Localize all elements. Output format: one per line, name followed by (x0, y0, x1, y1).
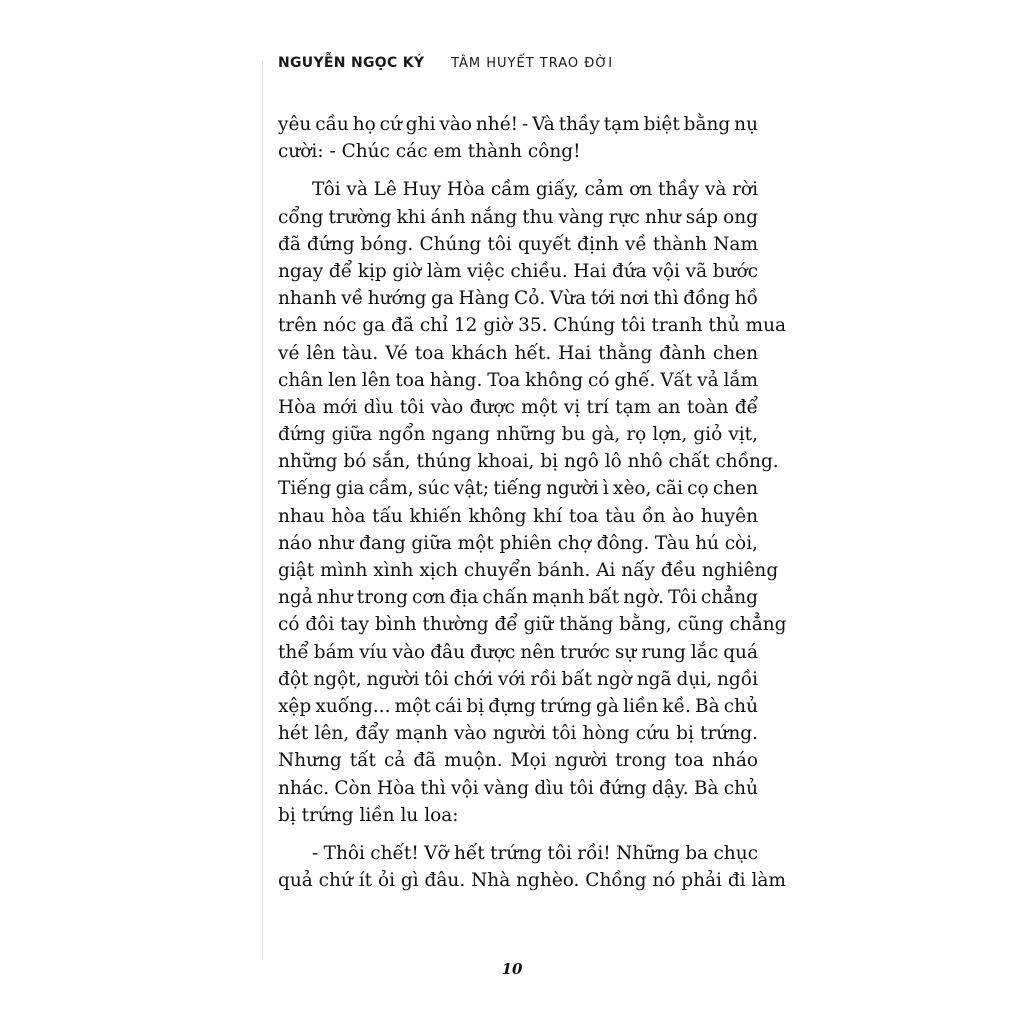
text-line: đã đứng bóng. Chúng tôi quyết định về thành Nam (278, 233, 758, 255)
text-line: đứng giữa ngổn ngang những bu gà, rọ lợn, giỏ vịt, (278, 424, 758, 446)
text-line: - Thôi chết! Vỡ hết trứng tôi rồi! Những ba chục (312, 842, 758, 864)
text-line: nhác. Còn Hòa thì vội vàng dìu tôi đứng dậy. Bà chủ (278, 777, 758, 799)
body-text (278, 111, 787, 894)
text-line: Tôi và Lê Huy Hòa cầm giấy, cảm ơn thầy và rời (312, 179, 758, 201)
text-line: cười: - Chúc các em thành công! (278, 141, 581, 163)
text-line: trên nóc ga đã chỉ 12 giờ 35. Chúng tôi tranh thủ mua (278, 315, 787, 337)
paragraph (278, 176, 787, 829)
header-author: NGUYỄN NGỌC KÝ (278, 55, 425, 71)
paragraph-gap (278, 165, 758, 176)
text-line: quả chứ ít ỏi gì đâu. Nhà nghèo. Chồng nó phải đi làm (278, 870, 786, 892)
paragraph-gap (278, 829, 758, 840)
text-line: náo như đang giữa một phiên chợ đông. Tàu hú còi, (278, 532, 758, 554)
text-line: xệp xuống... một cái bị đựng trứng gà liền kề. Bà chủ (278, 695, 758, 717)
text-line: giật mình xình xịch chuyển bánh. Ai nấy đều nghiêng (278, 560, 779, 581)
paragraph (278, 840, 786, 894)
text-line: ngả như trong cơn địa chấn mạnh bất ngờ. Tôi chẳng (278, 587, 758, 609)
text-line: ngay để kịp giờ làm việc chiều. Hai đứa vội vã bước (278, 260, 758, 282)
text-line: bị trứng liền lu loa: (278, 804, 459, 826)
text-line: chân len lên toa hàng. Toa không có ghế. Vất vả lắm (278, 369, 758, 391)
text-line: thể bám víu vào đâu được nên trước sự rung lắc quá (278, 641, 758, 663)
text-line: Nhưng tất cả đã muộn. Mọi người trong toa nháo (278, 750, 758, 772)
text-line: đột ngột, người tôi chới với rồi bất ngờ ngã dụi, ngồi (278, 668, 758, 690)
text-line: hét lên, đẩy mạnh vào người tôi hòng cứu bị trứng. (278, 723, 758, 745)
text-line: cổng trường khi ánh nắng thu vàng rực như sáp ong (278, 206, 758, 228)
text-line: nhanh về hướng ga Hàng Cỏ. Vừa tới nơi thì đồng hồ (278, 288, 758, 310)
text-line: Hòa mới dìu tôi vào được một vị trí tạm an toàn để (278, 396, 758, 418)
text-line: Tiếng gia cầm, súc vật; tiếng người ì xèo, cãi cọ chen (278, 478, 758, 500)
paragraph (278, 111, 758, 165)
text-line: yêu cầu họ cứ ghi vào nhé! - Và thầy tạm biệt bằng nụ (278, 114, 758, 135)
text-line: có đôi tay bình thường để giữ thăng bằng, cũng chẳng (278, 614, 787, 636)
header-book-title: TÂM HUYẾT TRAO ĐỜI (451, 56, 614, 71)
page-number: 10 (501, 960, 523, 978)
text-line: những bó sắn, thúng khoai, bị ngô lô nhô chất chồng. (278, 451, 779, 473)
page-edge-shadow (262, 60, 263, 960)
text-line: vé lên tàu. Vé toa khách hết. Hai thằng đành chen (278, 342, 758, 364)
running-header (278, 55, 613, 71)
text-line: nhau hòa tấu khiến không khí toa tàu ồn ào huyên (278, 505, 758, 527)
